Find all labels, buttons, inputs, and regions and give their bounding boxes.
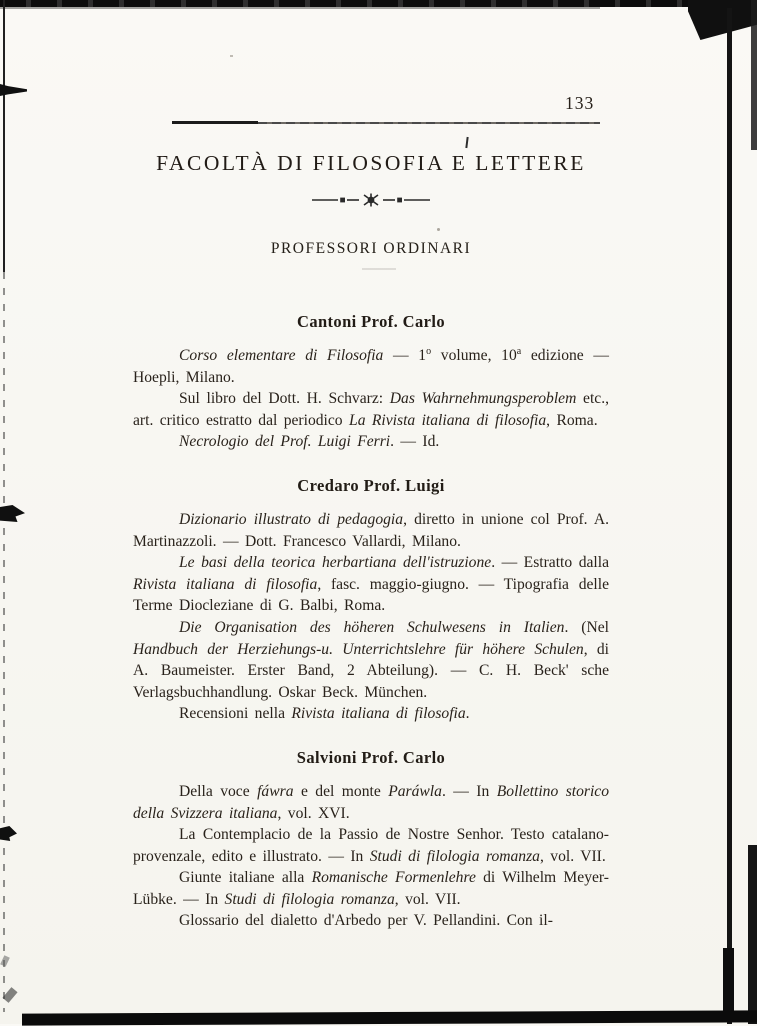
bibliography — [133, 299, 609, 932]
bibliography-entry — [133, 824, 609, 867]
page-number: 133 — [565, 93, 595, 113]
italic-text-run: fáwra — [257, 782, 294, 800]
text-run: , Roma. — [546, 411, 598, 429]
text-run: . — Id. — [390, 433, 440, 451]
bibliography-entry — [133, 703, 609, 725]
text-run: etc., art. critico estratto dal periodico — [133, 390, 610, 429]
divider-ornament — [133, 192, 609, 213]
header-rule-right — [258, 122, 600, 124]
italic-text-run: Studi di filologia romanza — [369, 847, 540, 865]
scan-corner-blot — [688, 0, 757, 40]
text-run: , di A. Baumeister. Erster Band, 2 Abteilung). — C. H. Beck' sche Verlagsbuchhandlung. Oskar Beck. München. — [133, 640, 609, 701]
bibliography-entry — [133, 781, 609, 824]
scan-smudge — [362, 268, 396, 270]
italic-text-run: Die Organisation des höheren Schulwesens in Italien — [179, 618, 565, 636]
bibliography-entry — [133, 552, 609, 617]
scan-speck — [437, 228, 440, 231]
text-run: e del monte — [293, 782, 389, 800]
section-credaro-prof-luigi — [133, 476, 609, 725]
text-run: edizione — Hoepli, Milano. — [133, 347, 609, 386]
text-run: , vol. VII. — [394, 890, 461, 908]
italic-text-run: Handbuch der Herziehungs-u. Unterrichtslehre für höhere Schulen — [133, 640, 584, 658]
bibliography-entry — [133, 617, 609, 703]
bibliography-entry — [133, 345, 609, 388]
page-title: FACOLTÀ DI FILOSOFIA E LETTERE — [156, 151, 586, 175]
italic-text-run: Le basi della teorica herbartiana dell'istruzione — [179, 554, 492, 572]
italic-text-run: Necrologio del Prof. Luigi Ferri — [179, 433, 391, 451]
scan-edge-top — [0, 0, 757, 7]
italic-text-run: Rivista italiana di filosofia — [291, 705, 466, 723]
section-salvioni-prof-carlo — [133, 748, 609, 932]
text-run: La Contemplacio de la Passio de Nostre Senhor. Testo catalano-provenzale, edito e illustrato. — In — [133, 826, 609, 865]
scan-binding-line — [727, 8, 732, 1024]
sections — [133, 312, 609, 932]
italic-text-run: Studi di filologia romanza — [224, 890, 395, 908]
text-run: . — In — [441, 782, 497, 800]
section-heading: Cantoni Prof. Carlo — [297, 312, 445, 331]
section-heading: Salvioni Prof. Carlo — [296, 747, 446, 767]
text-run: Glossario del dialetto d'Arbedo per V. Pellandini. Con il- — [179, 912, 553, 930]
text-run: — 1 — [383, 347, 427, 364]
text-run: Recensioni nella — [179, 705, 292, 723]
scan-binding-line-thick — [723, 948, 734, 1018]
scan-speck — [230, 55, 233, 57]
ink-mark — [465, 137, 468, 148]
text-run: . (Nel — [564, 618, 609, 636]
section-cantoni-prof-carlo — [133, 312, 609, 453]
text-run: a — [516, 345, 522, 357]
section-heading: Credaro Prof. Luigi — [297, 475, 445, 495]
text-run: Giunte italiane alla — [179, 869, 312, 887]
scan-margin-mark-top — [0, 84, 27, 96]
text-run: Sul libro del Dott. H. Schvarz: — [179, 390, 390, 408]
bibliography-entry — [133, 431, 609, 453]
scan-edge-bottom — [22, 1010, 757, 1025]
text-run: , diretto in unione col Prof. A. Martinazzoli. — Dott. Francesco Vallardi, Milano. — [133, 510, 609, 550]
text-run: volume, 10 — [431, 347, 517, 364]
italic-text-run: Corso elementare di Filosofia — [179, 347, 384, 364]
text-run: o — [426, 345, 432, 357]
section-title-professori-ordinari: PROFESSORI ORDINARI — [270, 240, 472, 257]
scan-speck — [0, 955, 10, 967]
italic-text-run: Romanische Formenlehre — [311, 869, 476, 887]
scan-edge-left-dashed — [3, 272, 5, 1012]
text-run: . — Estratto dalla — [491, 554, 609, 572]
italic-text-run: Dizionario illustrato di pedagogia — [179, 510, 404, 528]
bibliography-entry — [133, 388, 609, 431]
scan-margin-mark-middle — [0, 505, 25, 522]
italic-text-run: Paráwla — [388, 782, 442, 800]
italic-text-run: Das Wahrnehmungsperoblem — [389, 390, 577, 408]
bibliography-entry — [133, 867, 609, 910]
scan-edge-left — [3, 0, 5, 272]
text-run: , vol. XVI. — [277, 804, 350, 822]
text-run: , fasc. maggio-giugno. — Tipografia delle Terme Diocleziane di G. Balbi, Roma. — [133, 575, 609, 615]
bibliography-entry — [133, 910, 609, 932]
italic-text-run: Bollettino storico della Svizzera italiana — [133, 782, 610, 822]
text-run: di Wilhelm Meyer-Lübke. — In — [133, 869, 609, 908]
header-rule-left — [172, 121, 258, 124]
scan-margin-mark-bottom — [0, 826, 17, 841]
text-run: Della voce — [179, 782, 258, 800]
fleuron-divider-icon — [312, 192, 430, 208]
italic-text-run: Rivista italiana di filosofia — [133, 575, 318, 593]
italic-text-run: La Rivista italiana di filosofia — [349, 411, 547, 429]
text-run: , vol. VII. — [539, 847, 606, 865]
text-run: . — [465, 705, 470, 723]
scan-edge-right-bottom — [748, 845, 757, 1024]
scan-edge-top-shadow — [0, 7, 600, 9]
bibliography-entry — [133, 509, 609, 552]
scan-edge-right-top — [751, 0, 757, 150]
